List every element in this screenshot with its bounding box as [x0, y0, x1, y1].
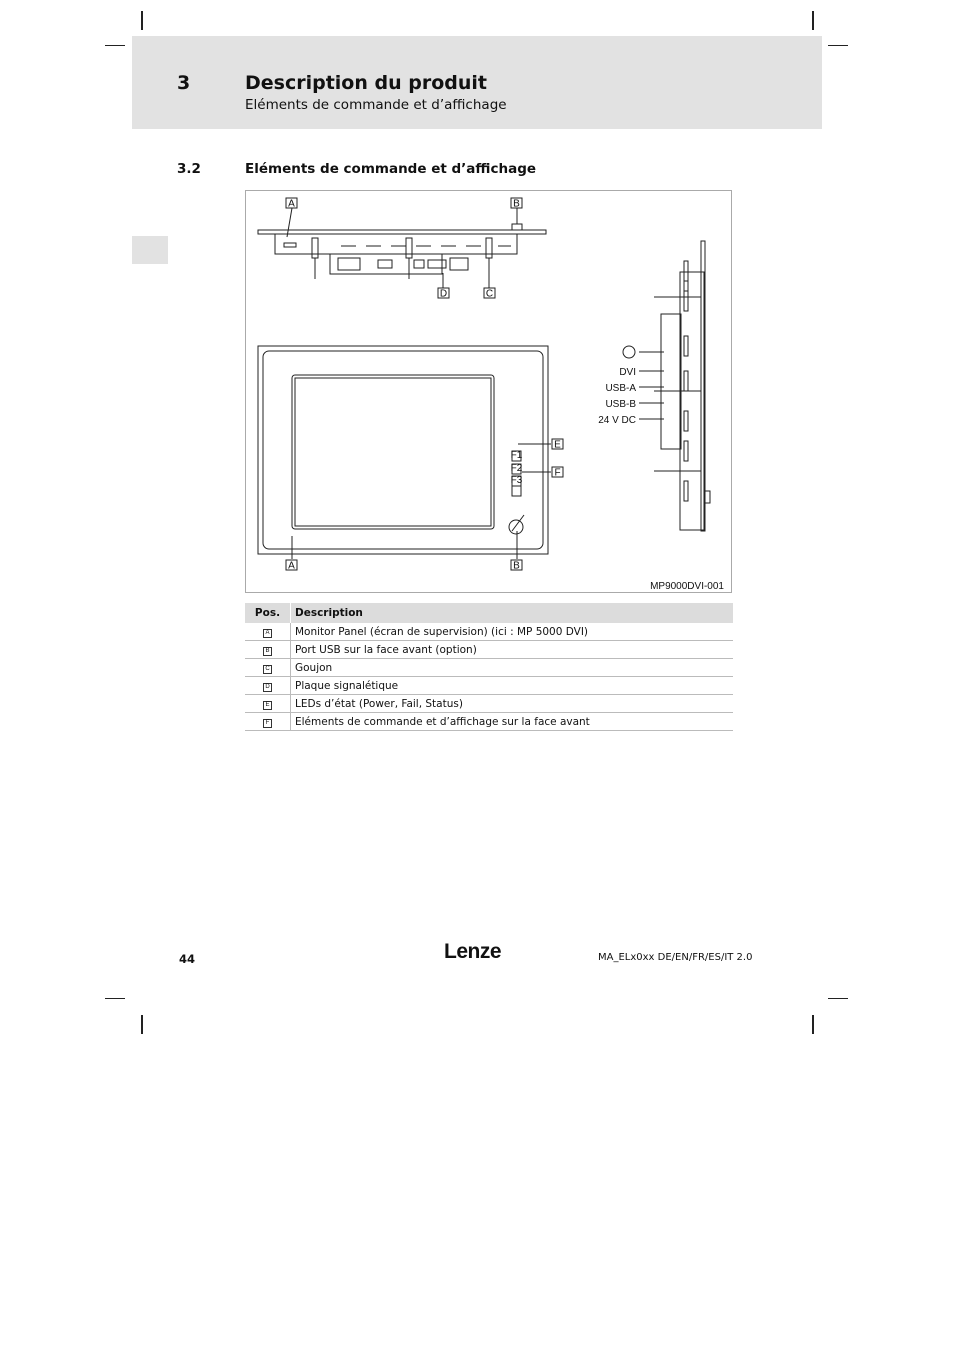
table-header-row	[245, 603, 733, 623]
crop-mark	[105, 45, 125, 46]
page-number: 44	[179, 952, 196, 966]
row-description: Eléments de commande et d’affichage sur la face avant	[291, 713, 734, 731]
document-reference: MA_ELx0xx DE/EN/FR/ES/IT 2.0	[598, 952, 753, 963]
side-tab-marker	[132, 236, 168, 264]
crop-mark	[105, 998, 125, 999]
column-header-description: Description	[291, 603, 734, 623]
row-description: Plaque signalétique	[291, 677, 734, 695]
side-label-dvi: DVI	[619, 367, 636, 378]
table-row	[245, 695, 733, 713]
callout-letter: F	[554, 467, 561, 479]
chapter-number: 3	[177, 72, 191, 94]
top-view-body	[275, 234, 517, 254]
key-label: F2	[510, 463, 523, 474]
callout-letter: C	[485, 288, 494, 300]
crop-mark	[812, 1015, 814, 1034]
monitor-panel-drawing	[246, 191, 733, 594]
section-title: Eléments de commande et d’affichage	[245, 161, 537, 177]
front-view-screen	[292, 375, 494, 529]
table-row	[245, 677, 733, 695]
top-view-connector-box	[330, 254, 442, 274]
callout-letter: B	[513, 198, 520, 210]
section-number: 3.2	[177, 161, 201, 177]
product-figure	[245, 190, 732, 593]
crop-mark	[828, 998, 848, 999]
callout-letter: B	[513, 560, 520, 572]
pos-letter: A	[263, 629, 272, 638]
side-view-connector-panel	[661, 314, 681, 449]
pos-letter: D	[263, 683, 272, 692]
table-row	[245, 659, 733, 677]
callout-letter: A	[288, 198, 295, 210]
crop-mark	[141, 11, 143, 30]
side-label-power: 24 V DC	[598, 415, 636, 426]
chapter-title: Description du produit	[245, 72, 487, 94]
figure-id: MP9000DVI-001	[650, 581, 724, 592]
crop-mark	[141, 1015, 143, 1034]
top-view-frame	[258, 230, 546, 234]
position-table	[245, 603, 733, 731]
pos-letter: E	[263, 701, 272, 710]
side-label-usb-b: USB-B	[605, 399, 636, 410]
key-label: F3	[510, 475, 523, 486]
column-header-pos: Pos.	[245, 603, 291, 623]
side-label-usb-a: USB-A	[605, 383, 636, 394]
callout-letter: E	[554, 439, 561, 451]
pos-letter: F	[263, 719, 272, 728]
lenze-logo: Lenze	[444, 940, 502, 963]
row-description: Port USB sur la face avant (option)	[291, 641, 734, 659]
pos-letter: C	[263, 665, 272, 674]
row-description: Goujon	[291, 659, 734, 677]
table-row	[245, 623, 733, 641]
table-row	[245, 641, 733, 659]
callout-letter: D	[439, 288, 448, 300]
key-label: F1	[510, 450, 523, 461]
row-description: Monitor Panel (écran de supervision) (ici : MP 5000 DVI)	[291, 623, 734, 641]
row-description: LEDs d’état (Power, Fail, Status)	[291, 695, 734, 713]
crop-mark	[812, 11, 814, 30]
chapter-subtitle: Eléments de commande et d’affichage	[245, 97, 507, 113]
table-row	[245, 713, 733, 731]
callout-letter: A	[288, 560, 295, 572]
pos-letter: B	[263, 647, 272, 656]
front-view-bezel	[258, 346, 548, 554]
crop-mark	[828, 45, 848, 46]
